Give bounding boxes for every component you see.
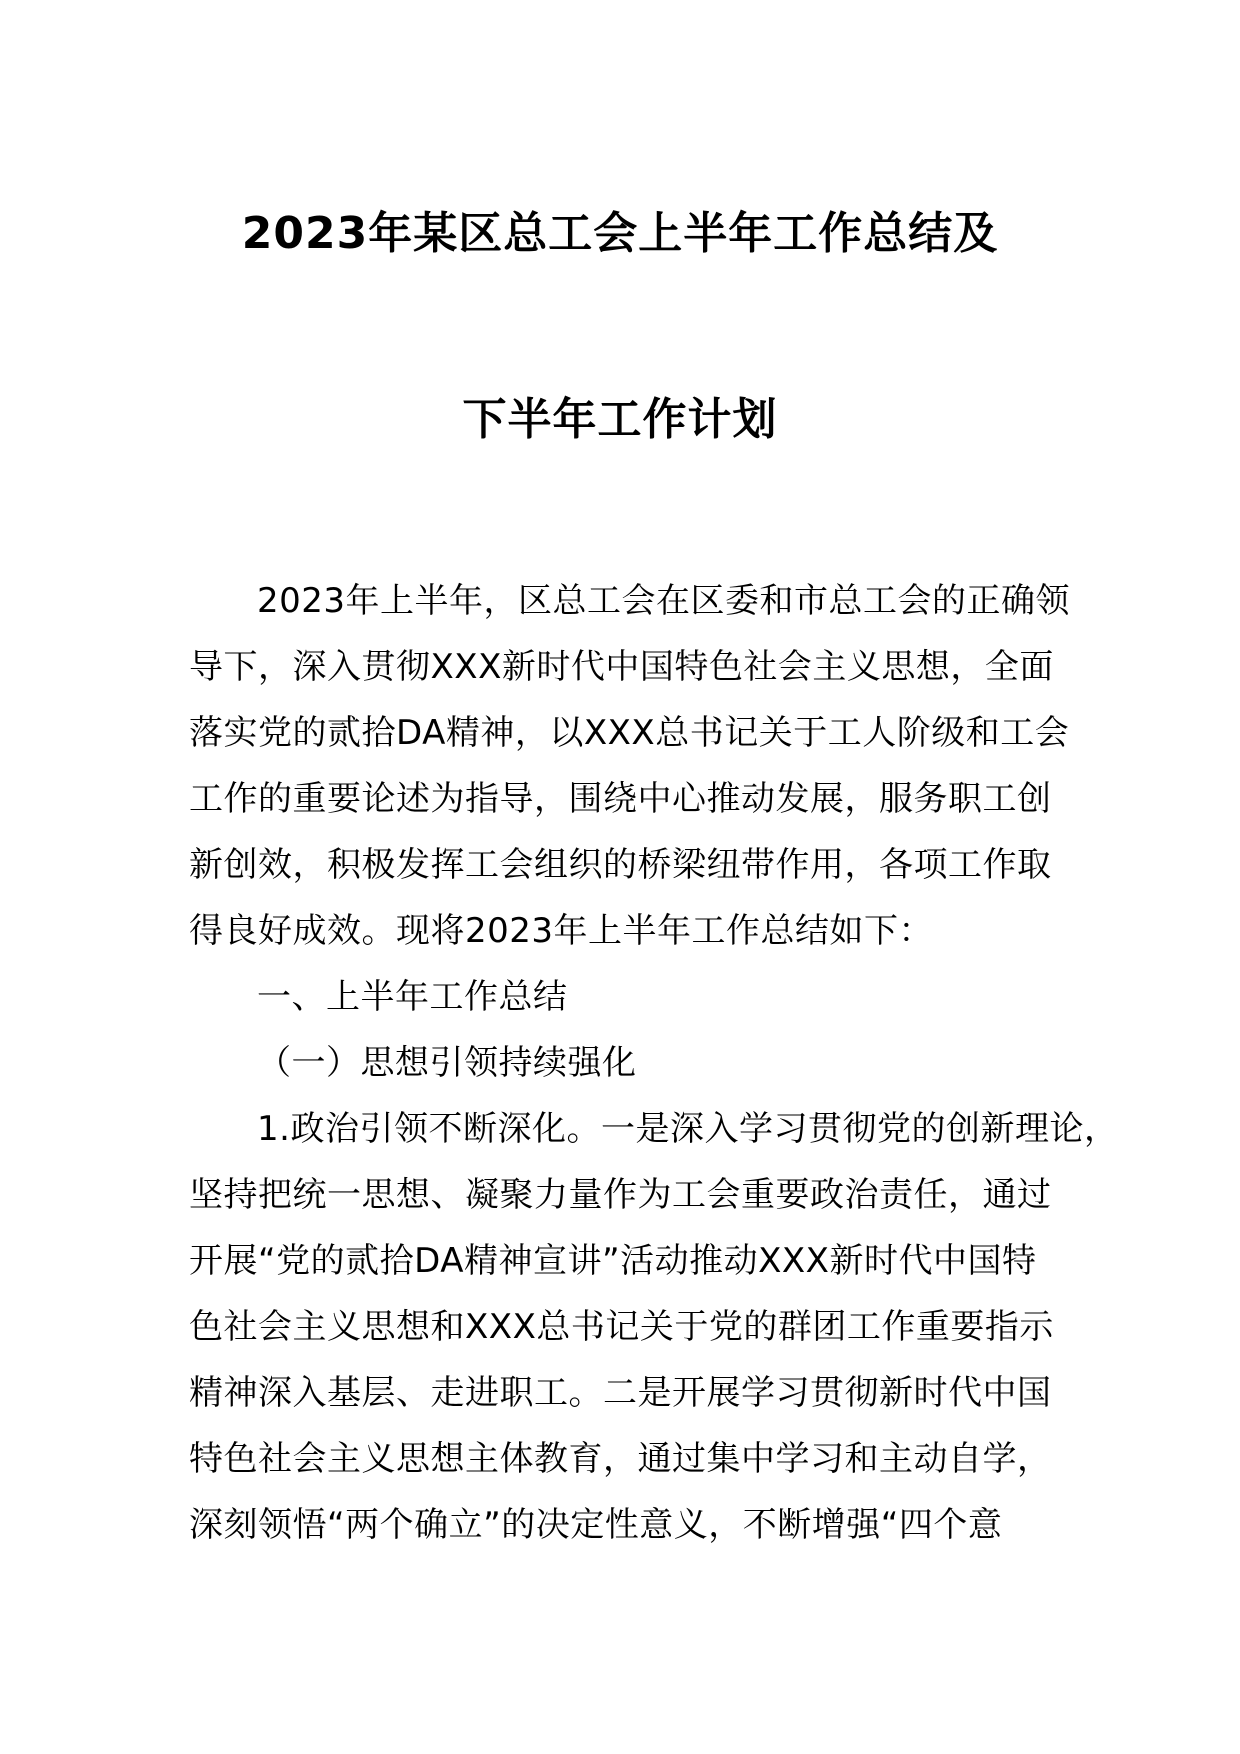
paragraph-line: 2023年上半年，区总工会在区委和市总工会的正确领 xyxy=(257,581,1071,621)
paragraph-line: 开展“党的贰拾DA精神宣讲”活动推动XXX新时代中国特 xyxy=(189,1241,1037,1281)
document-title-line-1: 2023年某区总工会上半年工作总结及 xyxy=(241,208,999,259)
paragraph-line: 新创效，积极发挥工会组织的桥梁纽带作用，各项工作取 xyxy=(189,845,1052,885)
paragraph-line: 工作的重要论述为指导，围绕中心推动发展，服务职工创 xyxy=(189,779,1052,819)
paragraph-line: 特色社会主义思想主体教育，通过集中学习和主动自学， xyxy=(189,1439,1052,1479)
paragraph-line: 落实党的贰拾DA精神，以XXX总书记关于工人阶级和工会 xyxy=(189,713,1070,753)
section-heading: 一、上半年工作总结 xyxy=(257,977,568,1017)
paragraph-line: 得良好成效。现将2023年上半年工作总结如下： xyxy=(189,911,934,951)
paragraph-line: 1.政治引领不断深化。一是深入学习贯彻党的创新理论， xyxy=(257,1109,1119,1149)
paragraph-line: 坚持把统一思想、凝聚力量作为工会重要政治责任，通过 xyxy=(189,1175,1052,1215)
document-title-line-2: 下半年工作计划 xyxy=(462,394,778,445)
document-body xyxy=(189,568,1119,1558)
paragraph-line: 深刻领悟“两个确立”的决定性意义，不断增强“四个意 xyxy=(189,1505,1003,1545)
paragraph-line: 导下，深入贯彻XXX新时代中国特色社会主义思想，全面 xyxy=(189,647,1054,687)
paragraph-line: 精神深入基层、走进职工。二是开展学习贯彻新时代中国 xyxy=(189,1373,1052,1413)
subsection-heading: （一）思想引领持续强化 xyxy=(257,1043,637,1083)
paragraph-line: 色社会主义思想和XXX总书记关于党的群团工作重要指示 xyxy=(189,1307,1054,1347)
